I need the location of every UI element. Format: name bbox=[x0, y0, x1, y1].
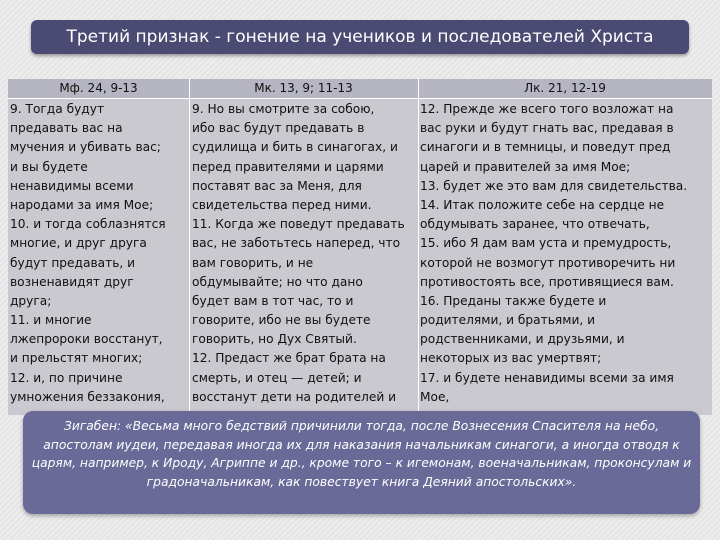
verse-line: судилища и бить в синагогах, и bbox=[192, 140, 398, 155]
verse-line: друга; bbox=[10, 293, 52, 308]
header-divider bbox=[8, 98, 712, 99]
verse-line: многие, и друг друга bbox=[10, 236, 147, 251]
verse-line: и прельстят многих; bbox=[10, 351, 143, 366]
verse-line: некоторых из вас умертвят; bbox=[420, 351, 602, 366]
verse-line: 12. Прежде же всего того возложат на bbox=[420, 102, 674, 116]
verse-line: смерть, и отец — детей; и bbox=[192, 370, 362, 385]
column-divider bbox=[418, 79, 419, 415]
verse-line: лжепророки восстанут, bbox=[10, 332, 163, 347]
verse-line: 12. Предаст же брат брата на bbox=[192, 351, 386, 366]
header-luke: Лк. 21, 12-19 bbox=[524, 81, 606, 95]
verse-line: обдумывайте; но что дано bbox=[192, 274, 363, 289]
matthew-text bbox=[10, 100, 166, 407]
verse-line: перед правителями и царями bbox=[192, 159, 384, 174]
verse-line: 11. Когда же поведут предавать bbox=[192, 217, 405, 232]
verse-line: будут предавать, и bbox=[10, 255, 136, 270]
verse-line: 11. и многие bbox=[10, 313, 92, 328]
verse-line: свидетельства перед ними. bbox=[192, 197, 372, 212]
verse-line: 15. ибо Я дам вам уста и премудрость, bbox=[420, 236, 672, 251]
verse-line: родителями, и братьями, и bbox=[420, 313, 596, 328]
column-divider bbox=[189, 79, 190, 415]
verse-line: противостоять все, противящиеся вам. bbox=[420, 274, 674, 289]
verse-line: ибо вас будут предавать в bbox=[192, 121, 365, 136]
verse-line: 9. Но вы смотрите за собою, bbox=[192, 102, 375, 116]
verse-line: царей и правителей за имя Мое; bbox=[420, 159, 631, 174]
verse-line: возненавидят друг bbox=[10, 274, 134, 289]
verse-line: умножения беззакония, bbox=[10, 389, 165, 404]
verse-line: будет вам в тот час, то и bbox=[192, 293, 354, 308]
verse-line: 12. и, по причине bbox=[10, 370, 123, 385]
verse-line: 13. будет же это вам для свидетельства. bbox=[420, 178, 688, 193]
verse-line: обдумывать заранее, что отвечать, bbox=[420, 217, 650, 232]
verse-line: поставят вас за Меня, для bbox=[192, 178, 362, 193]
verse-line: 14. Итак положите себе на сердце не bbox=[420, 197, 665, 212]
verse-line: которой не возмогут противоречить ни bbox=[420, 255, 676, 270]
verse-line: 9. Тогда будут bbox=[10, 102, 105, 116]
header-matthew: Мф. 24, 9-13 bbox=[59, 81, 138, 95]
verse-line: народами за имя Мое; bbox=[10, 197, 154, 212]
zigaben-quote-box bbox=[23, 411, 700, 514]
gospel-comparison-table bbox=[8, 79, 712, 415]
verse-line: мучения и убивать вас; bbox=[10, 140, 161, 155]
verse-line: 10. и тогда соблазнятся bbox=[10, 217, 166, 232]
verse-line: вас, не заботьтесь наперед, что bbox=[192, 236, 401, 251]
verse-line: 17. и будете ненавидимы всеми за имя bbox=[420, 370, 674, 385]
verse-line: родственниками, и друзьями, и bbox=[420, 332, 625, 347]
table-header-row bbox=[8, 79, 712, 98]
verse-line: и вы будете bbox=[10, 159, 88, 174]
verse-line: 16. Преданы также будете и bbox=[420, 293, 607, 308]
header-mark: Мк. 13, 9; 11-13 bbox=[254, 81, 353, 95]
verse-line: ненавидимы всеми bbox=[10, 178, 134, 193]
mark-text bbox=[192, 100, 405, 407]
verse-line: говорите, ибо не вы будете bbox=[192, 313, 371, 328]
verse-line: Мое, bbox=[420, 389, 450, 404]
luke-text bbox=[420, 100, 687, 407]
zigaben-quote: Зигабен: «Весьма много бедствий причинили тогда, после Вознесения Спасителя на небо, апостолам иудеи, передавая иногда их для наказания начальникам синагоги, а иногда отводя к царям, например, к Ироду, Агриппе и др., кроме того – к игемонам, военачальникам, проконсулам и градоначальникам, как повествует книга Деяний апостольских». bbox=[31, 419, 692, 489]
verse-line: восстанут дети на родителей и bbox=[192, 389, 397, 404]
verse-line: вас руки и будут гнать вас, предавая в bbox=[420, 121, 674, 136]
verse-line: предавать вас на bbox=[10, 121, 123, 136]
slide-title: Третий признак - гонение на учеников и последователей Христа bbox=[31, 20, 689, 54]
verse-line: говорить, но Дух Святый. bbox=[192, 332, 357, 347]
verse-line: вам говорить, и не bbox=[192, 255, 314, 270]
verse-line: синагоги и в темницы, и поведут пред bbox=[420, 140, 671, 155]
